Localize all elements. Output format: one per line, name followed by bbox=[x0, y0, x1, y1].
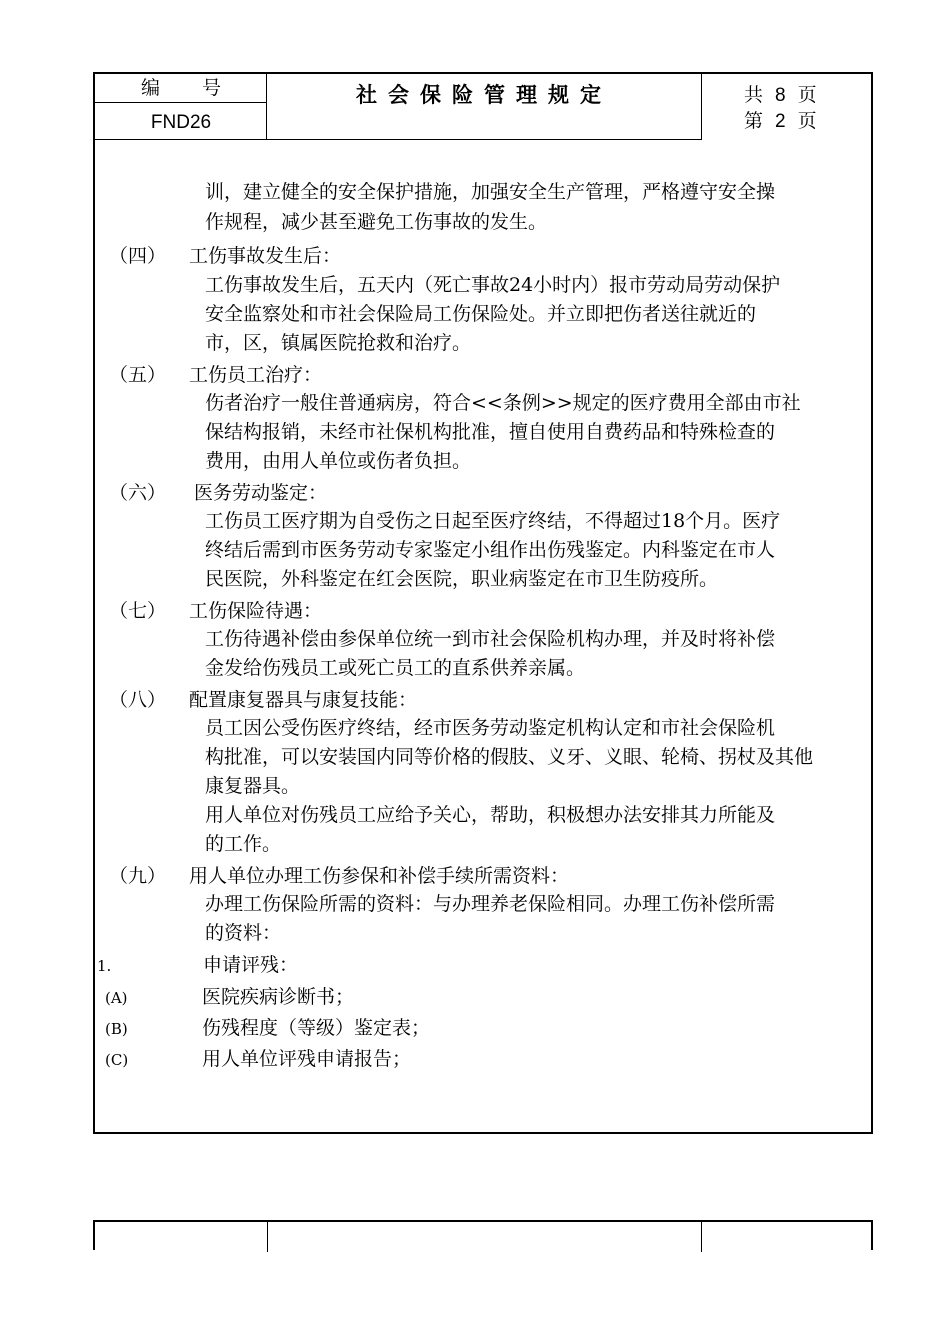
document-title: 社会保险管理规定 bbox=[267, 74, 701, 140]
intro-line: 作规程，减少甚至避免工伤事故的发生。 bbox=[205, 211, 548, 233]
page-suffix: 页 bbox=[797, 84, 817, 106]
next-page-header-fragment bbox=[93, 1220, 873, 1250]
sub-item-label: (B) bbox=[105, 1020, 128, 1038]
section-line: 员工因公受伤医疗终结，经市医务劳动鉴定机构认定和市社会保险机 bbox=[205, 717, 776, 739]
intro-line: 训，建立健全的安全保护措施，加强安全生产管理，严格遵守安全操 bbox=[205, 181, 776, 203]
section-line: 的工作。 bbox=[205, 833, 282, 855]
footer-divider bbox=[701, 1222, 702, 1252]
section-line: 办理工伤保险所需的资料：与办理养老保险相同。办理工伤补偿所需 bbox=[205, 893, 776, 915]
section-line: 构批准，可以安装国内同等价格的假肢、义牙、义眼、轮椅、拐杖及其他 bbox=[205, 746, 814, 768]
section-heading: 工伤事故发生后： bbox=[189, 245, 342, 267]
current-page: 2 bbox=[775, 111, 786, 132]
sub-item-label: (A) bbox=[105, 989, 128, 1007]
section-label: （七） bbox=[109, 600, 167, 622]
section-label: （九） bbox=[109, 865, 167, 887]
section-line: 的资料： bbox=[205, 922, 282, 944]
section-label: （四） bbox=[109, 245, 167, 267]
section-line: 终结后需到市医务劳动专家鉴定小组作出伤残鉴定。内科鉴定在市人 bbox=[205, 539, 776, 561]
section-line: 用人单位对伤残员工应给予关心，帮助，积极想办法安排其力所能及 bbox=[205, 804, 776, 826]
section-line: 安全监察处和市社会保险局工伤保险处。并立即把伤者送往就近的 bbox=[205, 303, 757, 325]
sub-item-text: 用人单位评残申请报告； bbox=[202, 1048, 412, 1070]
total-prefix: 共 bbox=[744, 84, 764, 106]
section-line: 民医院，外科鉴定在红会医院，职业病鉴定在市卫生防疫所。 bbox=[205, 568, 719, 590]
sub-item-label: (C) bbox=[105, 1051, 129, 1069]
total-pages-row bbox=[744, 82, 817, 108]
section-line: 金发给伤残员工或死亡员工的直系供养亲属。 bbox=[205, 657, 586, 679]
section-line: 伤者治疗一般住普通病房，符合<<条例>>规定的医疗费用全部由市社 bbox=[205, 392, 801, 414]
section-line: 费用，由用人单位或伤者负担。 bbox=[205, 450, 472, 472]
section-heading: 用人单位办理工伤参保和补偿手续所需资料： bbox=[189, 865, 570, 887]
current-page-row bbox=[744, 108, 817, 134]
section-heading: 工伤员工治疗： bbox=[189, 364, 323, 386]
list-item-label: 1. bbox=[97, 957, 112, 975]
sub-item-text: 医院疾病诊断书； bbox=[202, 986, 355, 1008]
document-frame bbox=[93, 72, 873, 1134]
section-line: 工伤待遇补偿由参保单位统一到市社会保险机构办理，并及时将补偿 bbox=[205, 628, 776, 650]
section-line: 市，区，镇属医院抢救和治疗。 bbox=[205, 332, 472, 354]
page-suffix: 页 bbox=[797, 110, 817, 132]
section-line: 保结构报销，未经市社保机构批准，擅自使用自费药品和特殊检查的 bbox=[205, 421, 776, 443]
header-code-box bbox=[95, 74, 267, 140]
list-item-text: 申请评残： bbox=[203, 954, 299, 976]
current-prefix: 第 bbox=[744, 110, 764, 132]
section-line: 工伤事故发生后，五天内（死亡事故24小时内）报市劳动局劳动保护 bbox=[205, 274, 781, 296]
section-label: （五） bbox=[109, 364, 167, 386]
section-heading: 工伤保险待遇： bbox=[189, 600, 323, 622]
section-heading: 配置康复器具与康复技能： bbox=[189, 689, 418, 711]
section-label: （六） bbox=[109, 482, 167, 504]
section-heading: 医务劳动鉴定： bbox=[194, 482, 328, 504]
total-pages: 8 bbox=[775, 85, 786, 106]
section-line: 工伤员工医疗期为自受伤之日起至医疗终结，不得超过18个月。医疗 bbox=[205, 510, 781, 532]
sub-item-text: 伤残程度（等级）鉴定表； bbox=[202, 1017, 431, 1039]
header-page-box bbox=[701, 74, 871, 140]
code-value: FND26 bbox=[150, 112, 212, 133]
code-label: 编 号 bbox=[95, 74, 267, 103]
footer-divider bbox=[267, 1222, 268, 1252]
section-line: 康复器具。 bbox=[205, 775, 301, 797]
section-label: （八） bbox=[109, 689, 167, 711]
